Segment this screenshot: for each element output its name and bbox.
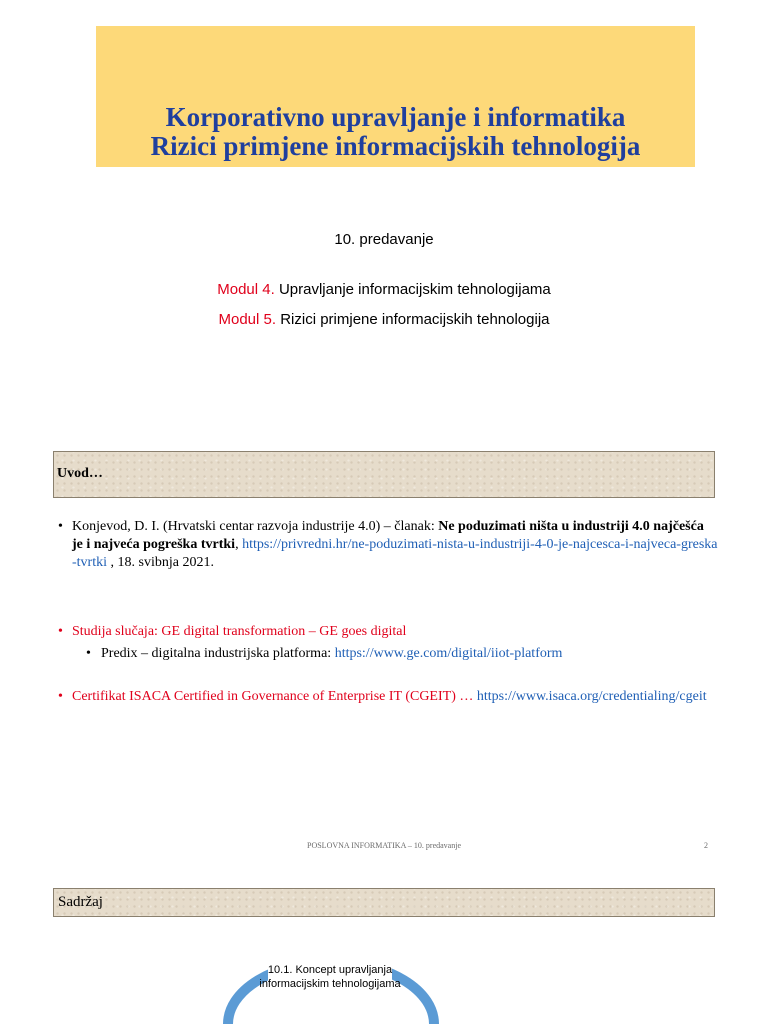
uvod-heading: Uvod… <box>57 466 103 481</box>
sub-bullet-dot: • <box>86 646 91 661</box>
modul-5-text: Rizici primjene informacijskih tehnologija <box>276 311 550 328</box>
lecture-number: 10. predavanje <box>334 231 434 248</box>
bullet1-text-b: , <box>235 537 243 552</box>
bullet-dot: • <box>58 689 63 704</box>
bullet3-text: Certifikat ISACA Certified in Governance of Enterprise IT (CGEIT) … <box>72 689 477 704</box>
bullet1-text-c: , 18. svibnja 2021. <box>107 555 214 570</box>
ge-link[interactable]: https://www.ge.com/digital/iiot-platform <box>334 646 563 661</box>
privredni-link[interactable]: https://privredni.hr/ne-poduzimati-nista-u-industriji-4-0-je-najcesca-i-najveca-greska-tvrtki <box>72 537 718 570</box>
concept-box-label: 10.1. Koncept upravljanja informacijskim tehnologijama <box>259 964 401 990</box>
bullet2-text: Studija slučaja: GE digital transformation – GE goes digital <box>72 624 407 639</box>
slide-footer: POSLOVNA INFORMATIKA – 10. predavanje <box>307 841 461 850</box>
sadrzaj-heading: Sadržaj <box>58 894 103 910</box>
bullet1-article-title: Ne poduzimati ništa u industriji 4.0 najčešća je i najveća pogreška tvrtki <box>72 519 704 552</box>
predix-text: Predix – digitalna industrijska platforma: <box>101 646 335 661</box>
bullet-dot: • <box>58 519 63 534</box>
modul-5-label: Modul 5. <box>218 311 277 328</box>
modul-4-text: Upravljanje informacijskim tehnologijama <box>274 281 551 298</box>
page-number: 2 <box>704 841 708 850</box>
title-line-2: Rizici primjene informacijskih tehnologija <box>150 131 641 161</box>
bullet-dot: • <box>58 624 63 639</box>
isaca-link[interactable]: https://www.isaca.org/credentialing/cgeit <box>476 689 707 704</box>
modul-4-label: Modul 4. <box>217 281 275 298</box>
bullet1-text-a: Konjevod, D. I. (Hrvatski centar razvoja industrije 4.0) – članak: <box>72 519 439 534</box>
title-line-1: Korporativno upravljanje i informatika <box>165 102 626 132</box>
